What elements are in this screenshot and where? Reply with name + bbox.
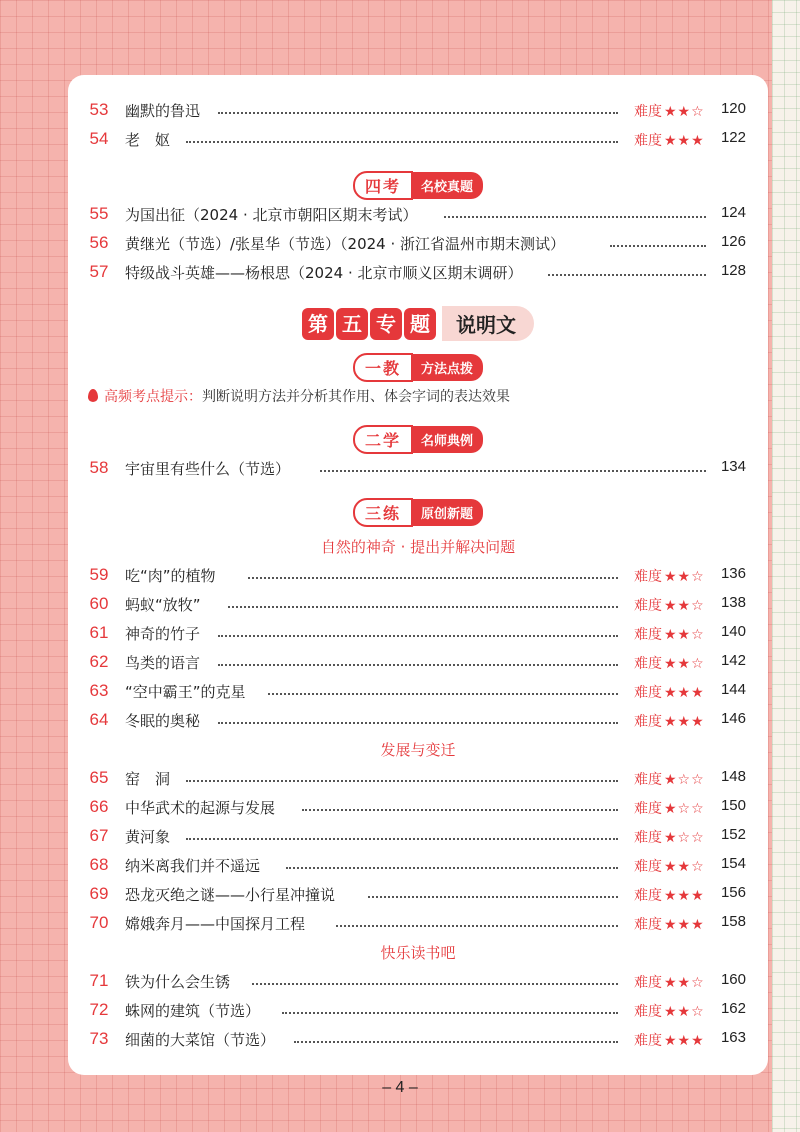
entry-title: 蚂蚁“放牧” [125,596,201,614]
entry-title: 铁为什么会生锈 [125,973,231,991]
entry-number: 65 [89,768,109,787]
toc-entry[interactable] [68,591,768,619]
toc-entry[interactable] [68,259,768,287]
toc-card [68,75,768,1075]
entry-title: 中华武术的起源与发展 [125,799,276,817]
entry-title: 黄继光（节选）/张星华（节选）（2024 · 浙江省温州市期末测试） [125,235,566,253]
entry-number: 62 [89,652,109,671]
difficulty-rating [634,624,705,644]
toc-entry[interactable] [68,97,768,125]
toc-entry[interactable] [68,649,768,677]
leader-dots [444,216,706,218]
leader-dots [302,809,618,811]
difficulty-label: 难度 [634,598,662,614]
badge-right-label: 名校真题 [409,172,483,199]
leader-dots [548,274,706,276]
star-rating: ★☆☆ [664,830,705,846]
entry-title: 幽默的鲁迅 [125,102,201,120]
star-rating: ★★☆ [664,1004,705,1020]
entry-page: 142 [720,652,746,669]
topic-char: 第 [302,308,334,340]
toc-entry[interactable] [68,823,768,851]
difficulty-rating [634,101,705,121]
difficulty-label: 难度 [634,656,662,672]
entry-page: 156 [720,884,746,901]
leader-dots [186,838,618,840]
difficulty-label: 难度 [634,104,662,120]
toc-entry[interactable] [68,910,768,938]
star-rating: ★★☆ [664,627,705,643]
toc-entry[interactable] [68,562,768,590]
entry-number: 59 [89,565,109,584]
leader-dots [218,664,618,666]
difficulty-rating [634,1030,705,1050]
leader-dots [368,896,618,898]
entry-number: 69 [89,884,109,903]
entry-page: 163 [720,1029,746,1046]
entry-number: 60 [89,594,109,613]
entry-number: 70 [89,913,109,932]
difficulty-label: 难度 [634,772,662,788]
entry-number: 56 [89,233,109,252]
entry-page: 134 [720,458,746,475]
toc-entry[interactable] [68,997,768,1025]
difficulty-rating [634,595,705,615]
entry-title: “空中霸王”的克星 [125,683,246,701]
difficulty-label: 难度 [634,1004,662,1020]
entry-page: 136 [720,565,746,582]
entry-page: 126 [720,233,746,250]
leader-dots [252,983,618,985]
entry-page: 128 [720,262,746,279]
subsection-heading: 自然的神奇 · 提出并解决问题 [320,538,516,556]
difficulty-label: 难度 [634,569,662,585]
difficulty-rating [634,798,705,818]
badge-right-label: 方法点拨 [409,354,483,381]
entry-title: 纳米离我们并不遥远 [125,857,261,875]
leader-dots [294,1041,618,1043]
section-badge-erxue [68,425,768,453]
entry-number: 66 [89,797,109,816]
entry-title: 细菌的大菜馆（节选） [125,1031,276,1049]
entry-number: 58 [89,458,109,477]
leader-dots [282,1012,618,1014]
leader-dots [248,577,618,579]
leader-dots [336,925,618,927]
star-rating: ★★★ [664,714,705,730]
entry-page: 162 [720,1000,746,1017]
entry-title: 蛛网的建筑（节选） [125,1002,261,1020]
entry-page: 154 [720,855,746,872]
difficulty-rating [634,827,705,847]
badge-left-label: 一教 [353,353,413,382]
leader-dots [218,112,618,114]
difficulty-label: 难度 [634,801,662,817]
page-edge-strip [772,0,800,1132]
leader-dots [286,867,618,869]
entry-page: 160 [720,971,746,988]
difficulty-label: 难度 [634,627,662,643]
entry-title: 恐龙灭绝之谜——小行星冲撞说 [125,886,336,904]
entry-page: 138 [720,594,746,611]
entry-title: 黄河象 [125,828,171,846]
difficulty-rating [634,130,705,150]
star-rating: ★★☆ [664,656,705,672]
difficulty-rating [634,1001,705,1021]
difficulty-rating [634,885,705,905]
section-badge-sikao [68,171,768,199]
entry-number: 63 [89,681,109,700]
entry-title: 鸟类的语言 [125,654,201,672]
subsection-heading: 快乐读书吧 [380,944,456,962]
entry-number: 71 [89,971,109,990]
difficulty-label: 难度 [634,685,662,701]
entry-page: 146 [720,710,746,727]
entry-number: 64 [89,710,109,729]
badge-left-label: 二学 [353,425,413,454]
star-rating: ★★☆ [664,569,705,585]
difficulty-label: 难度 [634,888,662,904]
entry-title: 吃“肉”的植物 [125,567,216,585]
badge-left-label: 三练 [353,498,413,527]
star-rating: ★★☆ [664,598,705,614]
entry-title: 特级战斗英雄——杨根思（2024 · 北京市顺义区期末调研） [125,264,523,282]
star-rating: ★☆☆ [664,801,705,817]
difficulty-label: 难度 [634,917,662,933]
difficulty-rating [634,972,705,992]
leader-dots [186,780,618,782]
star-rating: ★★★ [664,133,705,149]
exam-hint [88,386,510,406]
star-rating: ★★★ [664,888,705,904]
entry-number: 68 [89,855,109,874]
subsection-heading: 发展与变迁 [380,741,456,759]
entry-number: 54 [89,129,109,148]
toc-entry[interactable] [68,201,768,229]
entry-title: 嫦娥奔月——中国探月工程 [125,915,306,933]
entry-number: 53 [89,100,109,119]
difficulty-rating [634,653,705,673]
badge-left-label: 四考 [353,171,413,200]
star-rating: ★★☆ [664,104,705,120]
entry-number: 67 [89,826,109,845]
entry-title: 冬眠的奥秘 [125,712,201,730]
leader-dots [218,722,618,724]
entry-page: 124 [720,204,746,221]
entry-page: 120 [720,100,746,117]
star-rating: ★☆☆ [664,772,705,788]
toc-entry[interactable] [68,230,768,258]
entry-page: 152 [720,826,746,843]
difficulty-rating [634,566,705,586]
difficulty-label: 难度 [634,1033,662,1049]
difficulty-rating [634,769,705,789]
star-rating: ★★★ [664,917,705,933]
entry-title: 神奇的竹子 [125,625,201,643]
badge-right-label: 原创新题 [409,499,483,526]
leader-dots [228,606,618,608]
entry-page: 148 [720,768,746,785]
entry-page: 144 [720,681,746,698]
section-badge-yijiao [68,353,768,381]
page-number: – 4 – [382,1079,418,1096]
entry-title: 为国出征（2024 · 北京市朝阳区期末考试） [125,206,418,224]
difficulty-rating [634,856,705,876]
difficulty-rating [634,711,705,731]
section-badge-sanlian [68,498,768,526]
toc-entry[interactable] [68,881,768,909]
leader-dots [320,470,706,472]
topic-char: 专 [370,308,402,340]
entry-number: 55 [89,204,109,223]
toc-entry[interactable] [68,1026,768,1054]
toc-entry[interactable] [68,794,768,822]
toc-entry[interactable] [68,455,768,483]
difficulty-rating [634,914,705,934]
topic-char: 五 [336,308,368,340]
badge-right-label: 名师典例 [409,426,483,453]
entry-number: 61 [89,623,109,642]
entry-page: 122 [720,129,746,146]
topic-header [68,306,768,341]
difficulty-label: 难度 [634,975,662,991]
topic-name: 说明文 [442,306,534,341]
entry-title: 宇宙里有些什么（节选） [125,460,291,478]
hint-text: 判断说明方法并分析其作用、体会字词的表达效果 [202,389,510,405]
entry-page: 150 [720,797,746,814]
topic-char: 题 [404,308,436,340]
entry-number: 73 [89,1029,109,1048]
entry-title: 窑 洞 [125,770,171,788]
flame-icon [88,389,98,402]
entry-page: 158 [720,913,746,930]
leader-dots [218,635,618,637]
leader-dots [186,141,618,143]
toc-entry[interactable] [68,678,768,706]
entry-page: 140 [720,623,746,640]
toc-entry[interactable] [68,852,768,880]
toc-entry[interactable] [68,620,768,648]
entry-title: 老 妪 [125,131,171,149]
star-rating: ★★★ [664,1033,705,1049]
toc-entry[interactable] [68,765,768,793]
difficulty-label: 难度 [634,859,662,875]
toc-entry[interactable] [68,968,768,996]
toc-entry[interactable] [68,707,768,735]
leader-dots [610,245,706,247]
entry-number: 72 [89,1000,109,1019]
hint-label: 高频考点提示： [104,389,202,405]
leader-dots [268,693,618,695]
toc-entry[interactable] [68,126,768,154]
entry-number: 57 [89,262,109,281]
difficulty-label: 难度 [634,830,662,846]
difficulty-label: 难度 [634,714,662,730]
star-rating: ★★★ [664,685,705,701]
star-rating: ★★☆ [664,975,705,991]
difficulty-rating [634,682,705,702]
difficulty-label: 难度 [634,133,662,149]
star-rating: ★★☆ [664,859,705,875]
